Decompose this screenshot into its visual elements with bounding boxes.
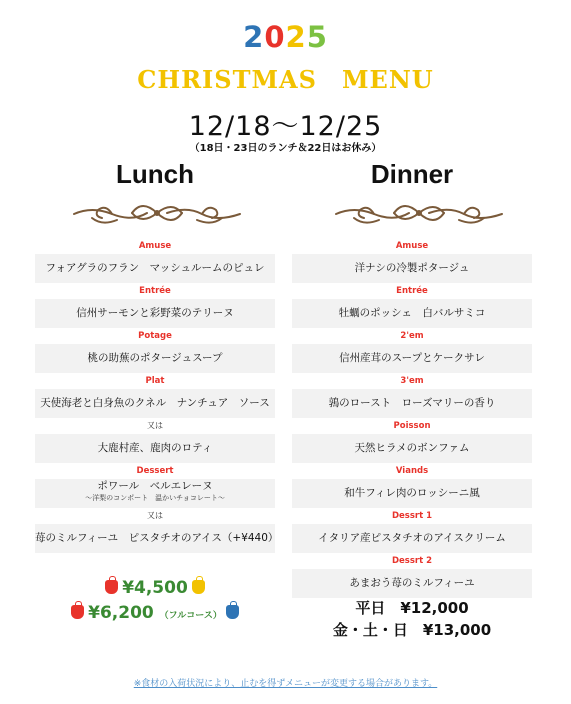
lunch-menu xyxy=(35,240,279,555)
course-label: Amuse xyxy=(138,241,172,251)
dish-item: 鶉のロースト ローズマリーの香り xyxy=(292,389,532,418)
course-label: Poisson xyxy=(393,421,431,431)
year-heading xyxy=(0,20,571,54)
full-course-note: （フルコース） xyxy=(159,611,222,621)
dish-item: 天然ヒラメのボンファム xyxy=(292,434,532,463)
gift-bag-icon xyxy=(71,605,84,619)
course-label: 3'em xyxy=(400,376,424,386)
course-label: Amuse xyxy=(395,241,429,251)
dish-item: 天使海老と白身魚のクネル ナンチュア ソース xyxy=(35,389,275,418)
or-label: 又は xyxy=(147,511,163,520)
flourish-ornament-icon xyxy=(334,196,504,230)
dinner-price-weekend: 金・土・日 ¥13,000 xyxy=(332,621,492,639)
dinner-menu xyxy=(292,240,532,600)
menu-title: CHRISTMAS MENU xyxy=(137,65,434,94)
gift-bag-icon xyxy=(105,580,118,594)
price-value: ¥6,200 xyxy=(88,603,154,623)
flourish-ornament-icon xyxy=(72,196,242,230)
course-label: Entrée xyxy=(396,286,428,296)
date-range: 12/18〜12/25 xyxy=(188,111,383,142)
course-label: Viands xyxy=(395,466,429,476)
gift-bag-icon xyxy=(192,580,205,594)
gift-bag-icon xyxy=(226,605,239,619)
year-digit: 2 xyxy=(243,20,265,54)
dish-item: 桃の助蕪のポタージュスープ xyxy=(35,344,275,373)
course-label: Dessrt 1 xyxy=(391,511,433,521)
dinner-price-weekday: 平日 ¥12,000 xyxy=(355,599,469,617)
dish-item: フォアグラのフラン マッシュルームのピュレ xyxy=(35,254,275,283)
dinner-heading: Dinner xyxy=(370,159,454,189)
dish-item: イタリア産ピスタチオのアイスクリーム xyxy=(292,524,532,553)
course-label: 2'em xyxy=(400,331,424,341)
price-value: ¥4,500 xyxy=(122,578,188,598)
dish-item: 信州産茸のスープとケークサレ xyxy=(292,344,532,373)
or-label: 又は xyxy=(147,421,163,430)
closed-days-note: （18日・23日のランチ＆22日はお休み） xyxy=(189,143,382,154)
year-digit: 5 xyxy=(306,20,328,54)
footer-note: ※食材の入荷状況により、止むを得ずメニューが変更する場合があります。 xyxy=(133,679,438,689)
dish-item: 和牛フィレ肉のロッシーニ風 xyxy=(292,479,532,508)
dish-item: 信州サーモンと彩野菜のテリーヌ xyxy=(35,299,275,328)
course-label: Dessrt 2 xyxy=(391,556,433,566)
dish-item: 苺のミルフィーユ ピスタチオのアイス（+¥440） xyxy=(35,524,275,553)
lunch-heading: Lunch xyxy=(116,159,194,189)
course-label: Dessert xyxy=(136,466,174,476)
dish-item xyxy=(35,479,275,508)
year-digit: 0 xyxy=(264,20,286,54)
dish-name: ポワール ベルエレーヌ xyxy=(97,480,213,492)
dish-item: 牡蠣のポッシェ 白バルサミコ xyxy=(292,299,532,328)
course-label: Entrée xyxy=(139,286,171,296)
dish-subtitle: 〜洋梨のコンポート 温かいチョコレート〜 xyxy=(85,494,225,502)
course-label: Potage xyxy=(138,331,172,341)
dish-item: 大鹿村産、鹿肉のロティ xyxy=(35,434,275,463)
course-label: Plat xyxy=(145,376,165,386)
year-digit: 2 xyxy=(285,20,307,54)
lunch-price-full xyxy=(35,603,275,623)
lunch-price-regular xyxy=(35,578,275,598)
dish-item: あまおう苺のミルフィーユ xyxy=(292,569,532,598)
dish-item: 洋ナシの冷製ポタージュ xyxy=(292,254,532,283)
